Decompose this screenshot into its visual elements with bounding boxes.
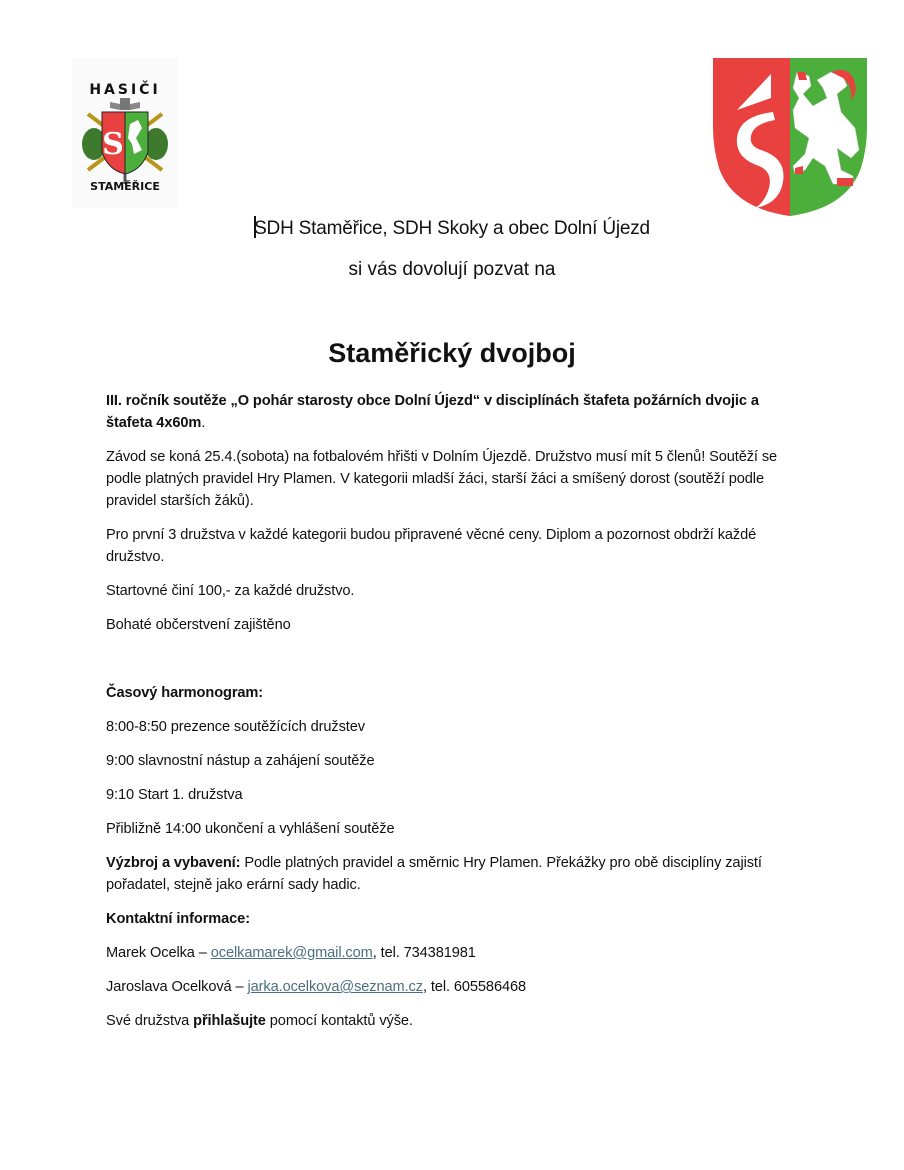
organizers-text: SDH Staměřice, SDH Skoky a obec Dolní Újezd — [254, 218, 650, 239]
contact-row — [106, 976, 806, 998]
intro-tail: . — [201, 415, 206, 431]
equipment-paragraph — [106, 852, 806, 896]
contact-phone: , tel. 734381981 — [372, 945, 476, 961]
contact-name: Jaroslava Ocelková – — [106, 979, 248, 995]
contact-name: Marek Ocelka – — [106, 945, 211, 961]
closing-post: pomocí kontaktů výše. — [265, 1013, 413, 1029]
intro-bold: III. ročník soutěže „O pohár starosty obce Dolní Újezd“ v disciplínách štafeta požárních dvojic a štafeta 4x60m — [106, 393, 759, 431]
closing-pre: Své družstva — [106, 1013, 194, 1029]
intro-paragraph — [106, 390, 806, 434]
schedule-item: Přibližně 14:00 ukončení a vyhlášení soutěže — [106, 821, 395, 837]
paragraph-prizes: Pro první 3 družstva v každé kategorii budou připravené věcné ceny. Diplom a pozornost obdrží každé družstvo. — [106, 527, 757, 565]
paragraph-refreshments: Bohaté občerstvení zajištěno — [106, 617, 291, 633]
page-title: Staměřický dvojboj — [328, 338, 576, 368]
invite-line: si vás dovolují pozvat na — [348, 259, 556, 280]
schedule-heading: Časový harmonogram: — [106, 685, 264, 701]
contact-email-link[interactable]: jarka.ocelkova@seznam.cz — [247, 979, 423, 995]
logo-bottom-text: STAMĚŘICE — [90, 180, 160, 193]
paragraph-fee: Startovné činí 100,- za každé družstvo. — [106, 583, 355, 599]
hasici-logo — [72, 58, 178, 208]
contact-phone: , tel. 605586468 — [422, 979, 527, 995]
schedule-item: 9:00 slavnostní nástup a zahájení soutěže — [106, 753, 375, 769]
svg-text:S: S — [102, 127, 124, 162]
schedule-item: 8:00-8:50 prezence soutěžících družstev — [106, 719, 365, 735]
document-body — [106, 390, 806, 1044]
organizers-line — [0, 216, 904, 240]
logo-top-text: HASIČI — [89, 82, 161, 98]
closing-paragraph — [106, 1010, 806, 1032]
contact-row — [106, 942, 806, 964]
spacer — [106, 648, 806, 682]
schedule-item: 9:10 Start 1. družstva — [106, 787, 243, 803]
equipment-label: Výzbroj a vybavení: — [106, 855, 241, 871]
equipment-text: Podle platných pravidel a směrnic Hry Plamen. Překážky pro obě disciplíny zajistí pořadatel, stejně jako erární sady hadic. — [106, 855, 762, 893]
closing-bold: přihlašujte — [193, 1013, 266, 1029]
paragraph-event: Závod se koná 25.4.(sobota) na fotbalovém hřišti v Dolním Újezdě. Družstvo musí mít 5 členů! Soutěží se podle platných pravidel Hry Plamen. V kategorii mladší žáci, starší žáci a smíšený dorost (soutěží podle pravidel starších žáků). — [106, 449, 778, 509]
contacts-heading: Kontaktní informace: — [106, 911, 250, 927]
contact-email-link[interactable]: ocelkamarek@gmail.com — [210, 945, 373, 961]
coat-of-arms-logo — [713, 58, 867, 216]
